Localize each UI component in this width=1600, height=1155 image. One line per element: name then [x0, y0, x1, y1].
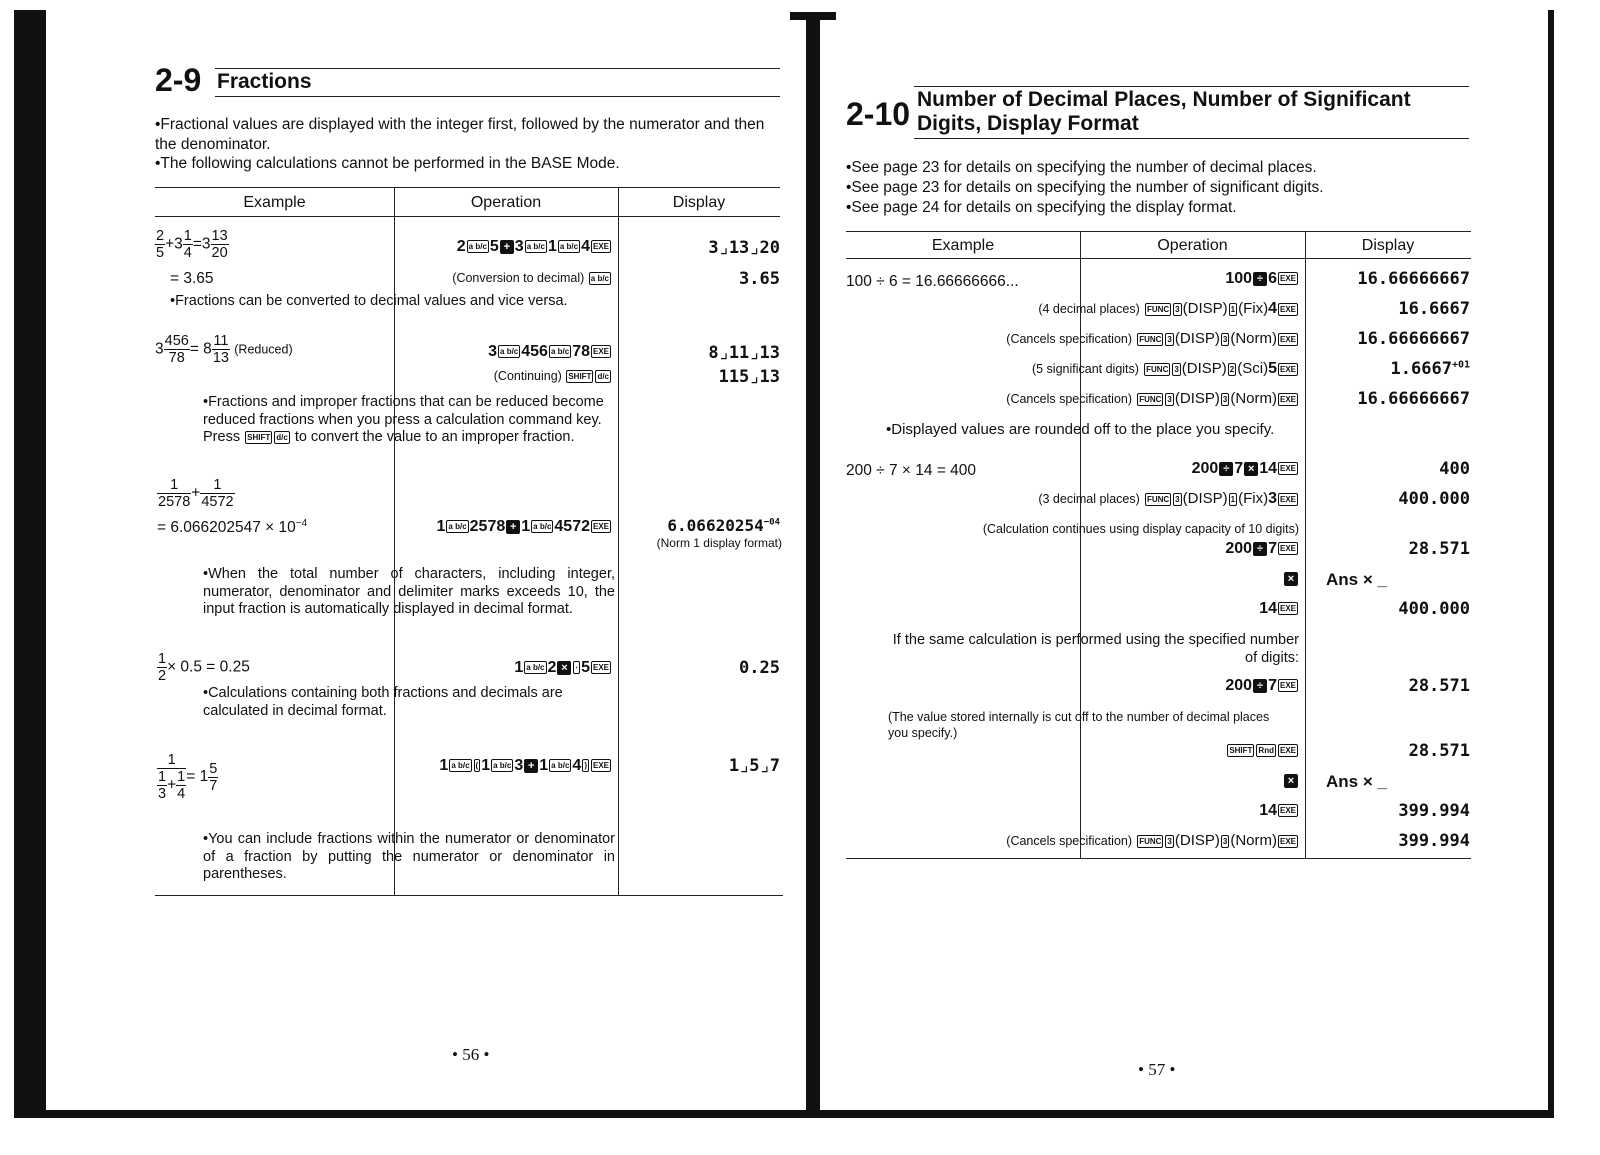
- operation-a3: (Cancels specification) FUNC 3 (DISP) 3 (Norm) EXE: [1006, 330, 1296, 347]
- operation-b5: ×: [1086, 570, 1299, 588]
- display-row-8: 1⌟5⌟7: [728, 756, 780, 776]
- operation-b11: 14 EXE: [1259, 802, 1296, 819]
- intro-bullet-1: •See page 23 for details on specifying the number of decimal places.: [846, 159, 1317, 176]
- display-a3: 16.66666667: [1357, 329, 1470, 349]
- operation-b9: SHIFT Rnd EXE: [1229, 746, 1296, 756]
- header-operation: Operation: [1157, 237, 1228, 254]
- operation-b10: ×: [1086, 772, 1299, 790]
- note-mixed-calc: •Calculations containing both fractions and decimals are calculated in decimal format.: [203, 685, 563, 719]
- note-specified-digits: If the same calculation is performed using the specified number of digits:: [892, 632, 1299, 666]
- table-bottom-rule: [155, 895, 783, 896]
- section-title-line-1: Number of Decimal Places, Number of Significant: [917, 88, 1411, 111]
- display-row-4: 8⌟11⌟13: [708, 343, 780, 363]
- header-example: Example: [243, 194, 306, 211]
- section-rule-bottom: [215, 96, 780, 97]
- example-nested-fraction: 1 $\frac{1}{3}$ + $\frac{1}{4}$ = 1 $\frac{5}{7}$: [158, 752, 218, 802]
- display-b12: 399.994: [1398, 831, 1470, 851]
- operation-a2: (4 decimal places) FUNC 3 (DISP) 1 (Fix)4 EXE: [1038, 300, 1296, 317]
- table-header-rule: [846, 258, 1471, 259]
- example-200-div-7-times-14: 200 ÷ 7 × 14 = 400: [846, 462, 977, 479]
- display-b2: 400.000: [1398, 489, 1470, 509]
- table-header-rule: [155, 216, 780, 217]
- display-b5: Ans × _: [1326, 570, 1387, 589]
- section-rule: [215, 68, 780, 69]
- example-scientific-result: = $6.066202547 \times 10^{-4}$: [157, 518, 308, 537]
- intro-bullet-3: •See page 24 for details on specifying the display format.: [846, 199, 1237, 216]
- operation-b4: 200 ÷ 7 EXE: [1225, 540, 1296, 557]
- display-row-5: 115⌟13: [718, 367, 780, 387]
- header-display: Display: [672, 194, 726, 211]
- display-b4: 28.571: [1408, 539, 1470, 559]
- note-calc-continues: (Calculation continues using display capacity of 10 digits): [982, 522, 1299, 536]
- operation-row-6: 1 a b/c 2578 + 1 a b/c 4572 EXE: [436, 518, 609, 535]
- operation-b2: (3 decimal places) FUNC 3 (DISP) 1 (Fix)3 EXE: [1038, 490, 1296, 507]
- display-row-6: $6.06620254^{-04}$: [667, 516, 780, 535]
- display-a1: 16.66666667: [1357, 269, 1470, 289]
- display-b6: 400.000: [1398, 599, 1470, 619]
- operation-b6: 14 EXE: [1259, 600, 1296, 617]
- example-fraction-sum: $\frac{2}{5}$ +3 $\frac{1}{4}$ =3 $\frac{13}{20}$: [156, 228, 228, 261]
- example-reduced-fraction: 3 $\frac{456}{78}$ = 8 $\frac{11}{13}$ (Reduced): [155, 333, 293, 366]
- section-rule: [914, 86, 1469, 87]
- operation-a1: 100 ÷ 6 EXE: [1225, 270, 1296, 287]
- operation-b7: 200 ÷ 7 EXE: [1225, 677, 1296, 694]
- operation-row-7: 1 a b/c 2 × · 5 EXE: [514, 659, 609, 676]
- display-b9: 28.571: [1408, 741, 1470, 761]
- display-note-norm: (Norm 1 display format): [656, 536, 782, 550]
- page-number: • 56 •: [452, 1045, 490, 1064]
- display-a2: 16.6667: [1398, 299, 1470, 319]
- section-rule-bottom: [914, 138, 1469, 139]
- display-b1: 400: [1439, 459, 1470, 479]
- intro-bullet-1: •Fractional values are displayed with the integer first, followed by the numerator and then the denominator.: [155, 116, 765, 153]
- display-b7: 28.571: [1408, 676, 1470, 696]
- table-bottom-rule: [846, 858, 1471, 859]
- operation-a4: (5 significant digits) FUNC 3 (DISP) 2 (Sci)5 EXE: [1031, 360, 1296, 377]
- example-decimal-result: = 3.65: [170, 270, 214, 287]
- example-fraction-times-decimal: $\frac{1}{2}$ × 0.5 = 0.25: [158, 651, 250, 684]
- operation-row-1: 2 a b/c 5 + 3 a b/c 1 a b/c 4 EXE: [456, 238, 609, 255]
- section-title: Fractions: [217, 70, 312, 93]
- table-col-divider-2: [1305, 231, 1306, 858]
- note-nested: •You can include fractions within the numerator or denominator of a fraction by putting the numerator or denominator in parentheses.: [203, 831, 615, 882]
- display-a4: $1.6667^{+01}$: [1390, 359, 1470, 379]
- right-page: [820, 0, 1600, 1155]
- display-row-2: 3.65: [739, 269, 780, 289]
- table-col-divider-1: [1080, 231, 1081, 858]
- table-top-rule: [846, 231, 1471, 232]
- display-row-1: 3⌟13⌟20: [708, 238, 780, 258]
- header-display: Display: [1361, 237, 1415, 254]
- note-value-stored: (The value stored internally is cut off to the number of decimal places you specify.): [888, 710, 1270, 740]
- operation-a5: (Cancels specification) FUNC 3 (DISP) 3 (Norm) EXE: [1006, 390, 1296, 407]
- example-small-fractions: $\frac{1}{2578}$ + $\frac{1}{4572}$: [158, 477, 234, 510]
- note-ten-characters: •When the total number of characters, including integer, numerator, denominator and delimiter marks exceeds 10, the input fraction is automatically displayed in decimal format.: [203, 566, 615, 617]
- operation-b1: 200 ÷ 7 × 14 EXE: [1191, 460, 1296, 477]
- note-rounded: •Displayed values are rounded off to the place you specify.: [886, 421, 1275, 438]
- operation-row-8: 1 a b/c ( 1 a b/c 3 + 1 a b/c 4 ) EXE: [439, 757, 609, 774]
- header-example: Example: [931, 237, 995, 254]
- operation-row-5: (Continuing) SHIFT d/c: [493, 369, 609, 383]
- section-number: 2-9: [155, 62, 202, 98]
- operation-row-2: (Conversion to decimal) a b/c: [452, 271, 609, 285]
- intro-bullet-2: •The following calculations cannot be performed in the BASE Mode.: [155, 155, 620, 172]
- operation-row-4: 3 a b/c 456 a b/c 78 EXE: [488, 343, 609, 360]
- intro-bullet-2: •See page 23 for details on specifying the number of significant digits.: [846, 179, 1324, 196]
- page-number: • 57 •: [1138, 1060, 1176, 1079]
- example-100-div-6: 100 ÷ 6 = 16.66666666...: [846, 273, 1019, 290]
- display-row-7: 0.25: [739, 658, 780, 678]
- header-operation: Operation: [470, 194, 542, 211]
- section-number: 2-10: [846, 96, 911, 132]
- display-a5: 16.66666667: [1357, 389, 1470, 409]
- note-improper: •Fractions and improper fractions that can be reduced become reduced fractions when you press a calculation command key. Press SHIFT d/c to convert the value to an improper fraction.: [203, 394, 604, 445]
- table-top-rule: [155, 187, 780, 188]
- operation-b12: (Cancels specification) FUNC 3 (DISP) 3 (Norm) EXE: [1006, 832, 1296, 849]
- display-b11: 399.994: [1398, 801, 1470, 821]
- section-title-line-2: Digits, Display Format: [917, 112, 1139, 135]
- display-b10: Ans × _: [1326, 772, 1387, 791]
- note-convert: •Fractions can be converted to decimal values and vice versa.: [170, 293, 568, 309]
